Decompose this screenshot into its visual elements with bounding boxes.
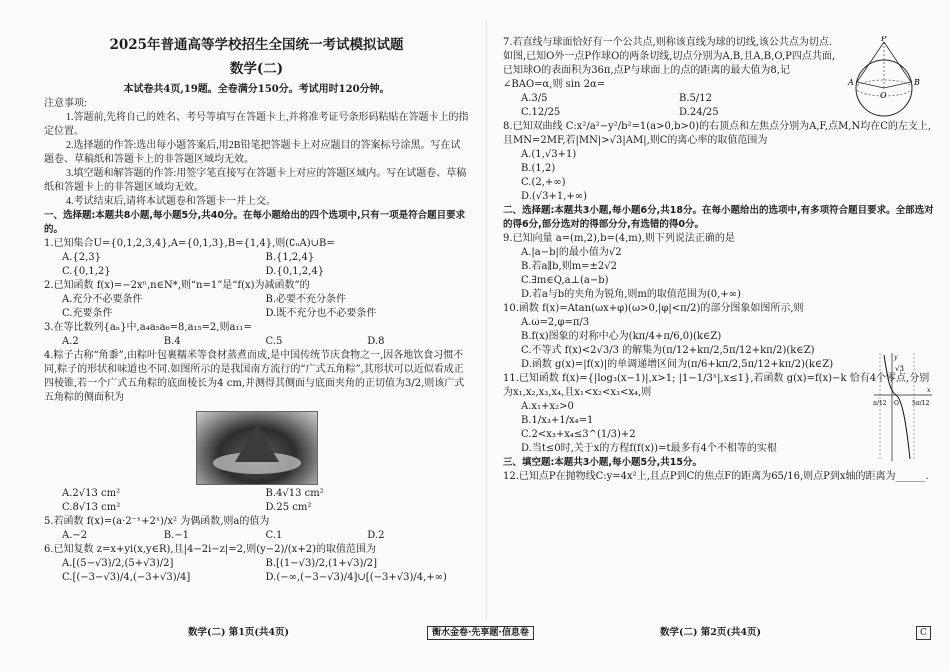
option: D.若a与b的夹角为锐角,则m的取值范围为(0,+∞) [521, 289, 741, 300]
option: D.(√3+1,+∞) [521, 191, 588, 202]
option: A.2√13 cm² [62, 488, 121, 499]
option: D.(−∞,(−3−√3)/4]∪[(−3+√3)/4,+∞) [265, 572, 447, 583]
option: A.|a−b|的最小值为√2 [521, 247, 622, 258]
question-stem: 7.若直线与球面恰好有一个公共点,则称该直线为球的切线,该公共点为切点.如图,已知O外一点P作球O的两条切线,切点分别为A,B,且A,B,O,P四点共面,已知球O的表面积为36π,点P与球面上的点的距离的最大值为8,记∠BAO=α,则 sin 2α= [503, 37, 836, 90]
question-5 [44, 515, 469, 543]
option: C.(2,+∞) [521, 177, 566, 188]
label-p: P [881, 36, 887, 43]
option: C.12/25 [521, 107, 561, 118]
tan-graph-figure [872, 351, 934, 463]
section-heading: 三、填空题:本题共3小题,每小题5分,共15分。 [503, 457, 702, 468]
option: C.8√13 cm² [62, 502, 121, 513]
label-origin: O [894, 400, 899, 407]
option: B.1/x₃+1/x₄=1 [521, 415, 594, 426]
option: A.2 [62, 336, 79, 347]
question-9 [503, 232, 935, 302]
tangent-line-a [857, 42, 884, 82]
sphere-tangent-figure [838, 36, 930, 120]
question-stem: 3.在等比数列{aₙ}中,a₄a₅a₆=8,a₁₅=2,则a₁₁= [44, 322, 252, 333]
tangent-line-b [884, 42, 911, 82]
option: D.{0,1,2,4} [265, 266, 325, 277]
question-stem: 9.已知向量 a=(m,2),b=(4,m),则下列说法正确的是 [503, 233, 735, 244]
option: A.−2 [62, 530, 88, 541]
question-stem: 4.粽子古称“角黍”,由粽叶包裹糯米等食材蒸煮而成,是中国传统节庆食物之一,因各地饮食习惯不同,粽子的形状和味道也不同.如图所示的是我国南方流行的“广式五角粽”,其形状可以近似看成正四棱锥,若一个广式五角粽的底面棱长为4 cm,并测得其侧面与底面夹角的正切值为3/2,则该广式五角粽的侧面积为 [44, 350, 465, 403]
option: B.[(1−√3)/2,(1+√3)/2] [265, 558, 378, 569]
option: C.2<x₃+x₄≤3^(1/3)+2 [521, 429, 636, 440]
option: A.[(5−√3)/2,(5+√3)/2] [62, 558, 174, 569]
label-5pi12: 5π/12 [912, 400, 930, 407]
label-y: y [894, 354, 898, 361]
option: D.24/25 [679, 107, 719, 118]
option: B.若a∥b,则m=±2√2 [521, 261, 618, 272]
question-stem: 12.已知点P在抛物线C:y=4x²上,且点P到C的焦点F的距离为65/16,则点P到x轴的距离为______. [503, 471, 929, 482]
corner-mark: C [916, 626, 931, 640]
option: B.{1,2,4} [265, 252, 315, 263]
question-3 [44, 321, 469, 349]
note-item: 1.答题前,先将自己的姓名、考号等填写在答题卡上,并将准考证号条形码粘贴在答题卡上的指定位置。 [44, 112, 469, 137]
question-10 [503, 302, 935, 372]
question-6 [44, 543, 469, 585]
notes-heading: 注意事项: [44, 98, 87, 109]
option: D.2 [367, 530, 385, 541]
question-stem: 10.函数 f(x)=Atan(ωx+φ)(ω>0,|φ|<π/2)的部分图象如图所示,则 [503, 303, 804, 314]
note-item: 3.填空题和解答题的作答:用签字笔直接写在答题卡上对应的答题区域内。写在试题卷、草稿纸和答题卡上的非答题区域均无效。 [44, 168, 467, 193]
option: B.5/12 [679, 93, 712, 104]
label-pi12: π/12 [873, 400, 887, 407]
option: C.不等式 f(x)<2√3/3 的解集为(π/12+kπ/2,5π/12+kπ/2)(k∈Z) [521, 345, 815, 356]
option: A.ω=2,φ=π/3 [521, 317, 590, 328]
question-stem: 8.已知双曲线 C:x²/a²−y²/b²=1(a>0,b>0)的右顶点和左焦点分别为A,F,点M,N均在C的左支上,且MN=2MF,若|MN|>√3|AM|,则C的离心率的取值范围为 [503, 121, 932, 146]
note-item: 2.选择题的作答:选出每小题答案后,用2B铅笔把答题卡上对应题目的答案标号涂黑。写在试题卷、草稿纸和答题卡上的非答题区域均无效。 [44, 140, 461, 165]
option: A.(1,√3+1) [521, 149, 577, 160]
question-11 [503, 372, 935, 456]
question-stem: 1.已知集合U={0,1,2,3,4},A={0,1,3},B={1,4},则(∁ᵤA)∪B= [44, 238, 335, 249]
option: B.f(x)图象的对称中心为(kπ/4+π/6,0)(k∈Z) [521, 331, 722, 342]
question-4 [44, 349, 469, 515]
option: D.既不充分也不必要条件 [265, 308, 377, 319]
section-heading: 一、选择题:本题共8小题,每小题5分,共40分。在每小题给出的四个选项中,只有一项是符合题目要求的。 [44, 210, 466, 235]
radius-a [857, 82, 884, 88]
question-8 [503, 120, 935, 204]
question-1 [44, 237, 469, 279]
option: C.充要条件 [62, 308, 113, 319]
page-fold [486, 20, 487, 620]
option: B.4 [163, 336, 181, 347]
option: B.(1,2) [521, 163, 556, 174]
label-x: x [927, 387, 931, 394]
option: B.必要不充分条件 [265, 294, 347, 305]
option: C.[(−3−√3)/4,(−3+√3)/4] [62, 572, 191, 583]
zongzi-shape [235, 424, 279, 462]
label-o: O [880, 91, 887, 100]
option: B.−1 [163, 530, 190, 541]
option: D.8 [367, 336, 385, 347]
question-stem: 11.已知函数 f(x)={|log₃(x−1)|,x>1; |1−1/3ˣ|,x≤1},若函数 g(x)=f(x)−k 恰有4个零点,分别为x₁,x₂,x₃,x₄,且x₁<x₂<x₃<x₄,则 [503, 373, 930, 398]
option: A.{2,3} [62, 252, 102, 263]
option: A.3/5 [521, 93, 548, 104]
option: C.5 [265, 336, 283, 347]
question-stem: 5.若函数 f(x)=(a·2⁻ˣ+2ˣ)/x² 为偶函数,则a的值为 [44, 516, 270, 527]
section-heading: 二、选择题:本题共3小题,每小题6分,共18分。在每小题给出的选项中,有多项符合题目要求。全部选对的得6分,部分选对的得部分分,有选错的得0分。 [503, 205, 934, 230]
exam-title: 2025年普通高等学校招生全国统一考试模拟试题 [109, 37, 404, 53]
exam-info: 本试卷共4页,19题。全卷满分150分。考试用时120分钟。 [123, 84, 390, 95]
option: A.充分不必要条件 [62, 294, 143, 305]
exam-subtitle: 数学(二) [229, 61, 284, 77]
radius-b [884, 82, 911, 88]
note-item: 4.考试结束后,请将本试题卷和答题卡一并上交。 [66, 196, 276, 207]
left-page-footer: 数学(二) 第1页(共4页) [188, 627, 290, 638]
option: B.4√13 cm² [265, 488, 324, 499]
question-stem: 6.已知复数 z=x+yi(x,y∈R),且|4−2i−z|=2,则(y−2)/(x+2)的取值范围为 [44, 544, 376, 555]
option: C.{0,1,2} [62, 266, 111, 277]
option: D.25 cm² [265, 502, 312, 513]
option: C.1 [265, 530, 283, 541]
option: D.当t≤0时,关于x的方程f(f(x))=t最多有4个不相等的实根 [521, 443, 777, 454]
option: A.x₁+x₂>0 [521, 401, 574, 412]
notes-block [44, 97, 469, 209]
label-a: A [848, 78, 854, 87]
option: D.函数 g(x)=|f(x)|的单调递增区间为(π/6+kπ/2,5π/12+kπ/2)(k∈Z) [521, 359, 834, 370]
option: C.∃m∈Q,a⊥(a−b) [521, 275, 609, 286]
question-12 [503, 470, 935, 484]
right-page-footer: 数学(二) 第2页(共4页) [660, 627, 762, 638]
question-2 [44, 279, 469, 321]
zongzi-photo [196, 411, 318, 485]
label-b: B [914, 78, 920, 87]
label-sqrt3: √3 [895, 365, 904, 373]
question-stem: 2.已知函数 f(x)=−2xⁿ,n∈N*,则“n=1”是“f(x)为减函数”的 [44, 280, 310, 291]
left-column [44, 0, 469, 585]
publisher-stamp: 衡水金卷·先享题·信息卷 [427, 626, 534, 640]
